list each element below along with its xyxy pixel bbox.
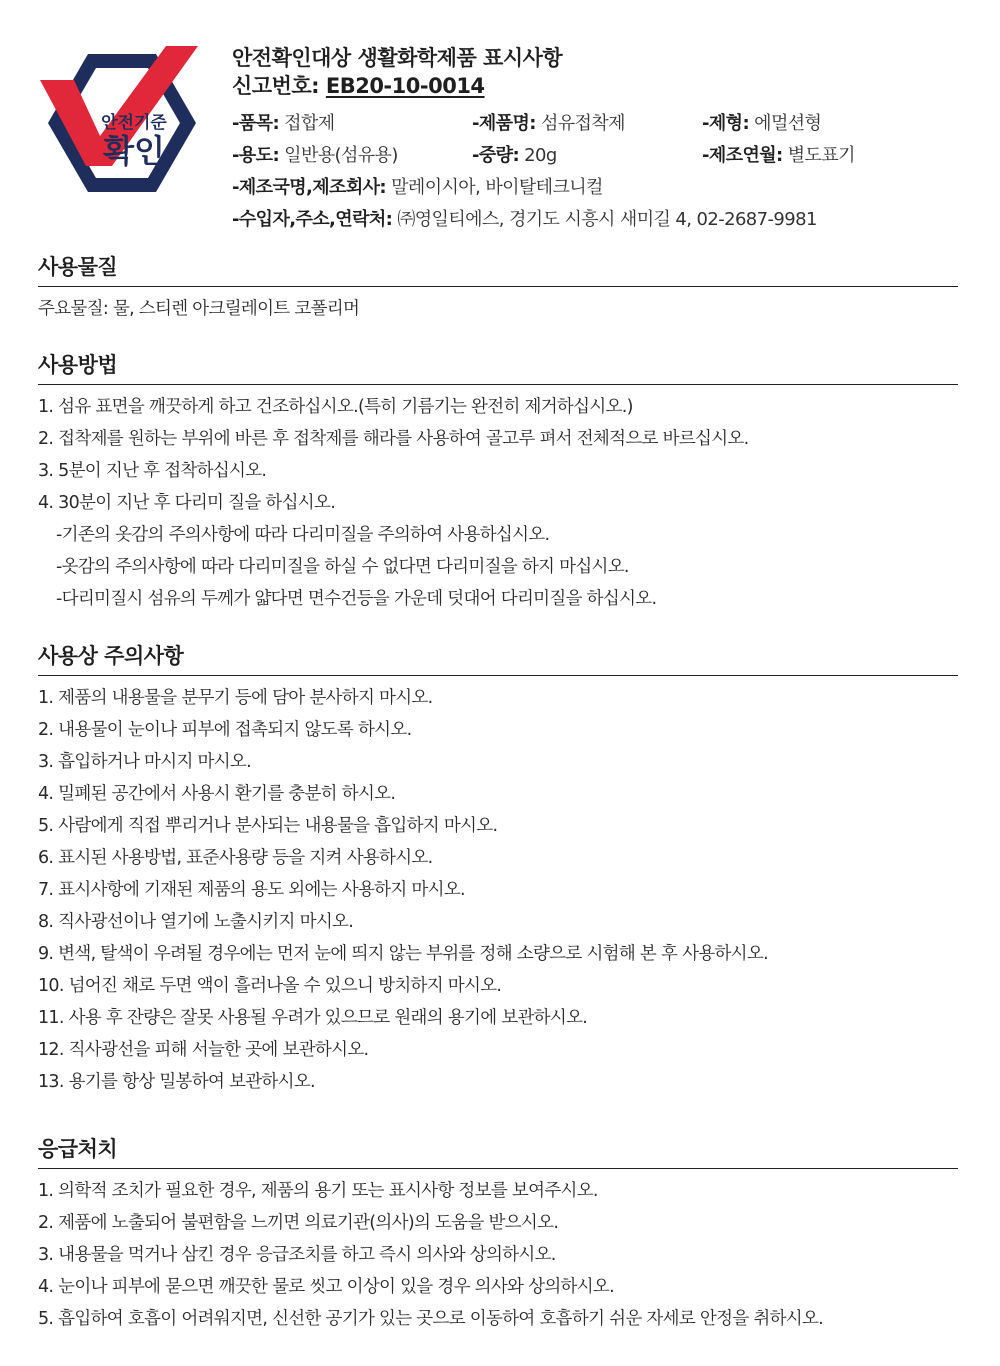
info-value: 섬유접착제 [535,113,625,134]
registration-number [232,72,972,100]
info-value: ㈜영일티에스, 경기도 시흥시 새미길 4, 02-2687-9981 [392,209,817,230]
list-item: 4. 눈이나 피부에 묻으면 깨끗한 물로 씻고 이상이 있을 경우 의사와 상의하시오. [38,1277,615,1297]
section-list [38,1175,958,1335]
list-subitem: -옷감의 주의사항에 따라 다리미질을 하실 수 없다면 다리미질을 하지 마십시오. [56,557,629,577]
section-title: 사용상 주의사항 [38,641,958,676]
section-title: 사용물질 [38,252,958,287]
list-item: 12. 직사광선을 피해 서늘한 곳에 보관하시오. [38,1040,369,1060]
info-value: 일반용(섬유용) [279,145,398,166]
product-header [232,44,972,234]
list-item: 1. 의학적 조치가 필요한 경우, 제품의 용기 또는 표시사항 정보를 보여주시오. [38,1181,598,1201]
section-list [38,391,958,615]
info-value: 별도표기 [782,145,855,166]
list-item: 3. 내용물을 먹거나 삼킨 경우 응급조치를 하고 즉시 의사와 상의하시오. [38,1245,556,1265]
header-title: 안전확인대상 생활화학제품 표시사항 [232,46,563,70]
info-label: -수입자,주소,연락처: [232,209,393,230]
info-label: -품목: [232,113,280,134]
list-item: 9. 변색, 탈색이 우려될 경우에는 먼저 눈에 띄지 않는 부위를 정해 소량으로 시험해 본 후 사용하시오. [38,944,768,964]
list-item: 4. 밀폐된 공간에서 사용시 환기를 충분히 하시오. [38,784,396,804]
list-item: 4. 30분이 지난 후 다리미 질을 하십시오. [38,493,336,513]
list-item: 13. 용기를 항상 밀봉하여 보관하시오. [38,1072,315,1092]
list-subitem: -기존의 옷감의 주의사항에 따라 다리미질을 주의하여 사용하십시오. [56,525,550,545]
logo-line2: 확인 [103,132,165,170]
info-label: -제조연월: [702,145,783,166]
section-list [38,682,958,1098]
info-row [232,202,972,234]
section-usage [38,350,958,615]
list-item: 5. 사람에게 직접 뿌리거나 분사되는 내용물을 흡입하지 마시오. [38,816,498,836]
info-value: 말레이시아, 바이탈테크니컬 [386,177,603,198]
section-title: 응급처치 [38,1134,958,1169]
list-item: 7. 표시사항에 기재된 제품의 용도 외에는 사용하지 마시오. [38,880,465,900]
list-item: 주요물질: 물, 스티렌 아크릴레이트 코폴리머 [38,299,360,319]
list-item: 1. 제품의 내용물을 분무기 등에 담아 분사하지 마시오. [38,688,433,708]
info-item-product-name [472,109,702,135]
info-item-manufacture-date [702,141,855,167]
list-item: 2. 내용물이 눈이나 피부에 접촉되지 않도록 하시오. [38,720,412,740]
safety-confirmed-logo [38,44,206,202]
list-item: 3. 5분이 지난 후 접착하십시오. [38,461,267,481]
info-value: 접합제 [279,113,335,134]
info-label: -제조국명,제조회사: [232,177,387,198]
info-label: -제형: [702,113,750,134]
section-first-aid [38,1134,958,1335]
info-item-use [232,141,472,167]
info-item-manufacturer [232,173,603,199]
info-row [232,170,972,202]
info-label: -용도: [232,145,280,166]
info-item-weight [472,141,702,167]
list-subitem: -다리미질시 섬유의 두께가 얇다면 면수건등을 가운데 덧대어 다리미질을 하십시오. [56,589,657,609]
section-list [38,293,958,325]
reg-label: 신고번호: [232,74,326,98]
info-value: 에멀션형 [749,113,822,134]
list-item: 3. 흡입하거나 마시지 마시오. [38,752,252,772]
list-item: 2. 제품에 노출되어 불편함을 느끼면 의료기관(의사)의 도움을 받으시오. [38,1213,559,1233]
reg-value: EB20-10-0014 [325,74,485,98]
list-item: 10. 넘어진 채로 두면 액이 흘러나올 수 있으니 방치하지 마시오. [38,976,502,996]
list-item: 11. 사용 후 잔량은 잘못 사용될 우려가 있으므로 원래의 용기에 보관하시오. [38,1008,588,1028]
info-item-form [702,109,821,135]
info-value: 20g [519,145,557,166]
product-info [232,106,972,234]
section-ingredients [38,252,958,325]
info-row [232,106,972,138]
logo-line1: 안전기준 [101,113,167,133]
list-item: 6. 표시된 사용방법, 표준사용량 등을 지켜 사용하시오. [38,848,433,868]
list-item: 1. 섬유 표면을 깨끗하게 하고 건조하십시오.(특히 기름기는 완전히 제거하십시오.) [38,397,633,417]
info-item-category [232,109,472,135]
list-item: 8. 직사광선이나 열기에 노출시키지 마시오. [38,912,354,932]
section-precautions [38,641,958,1098]
info-label: -중량: [472,145,520,166]
info-item-importer [232,205,817,231]
list-item: 5. 흡입하여 호흡이 어려워지면, 신선한 공기가 있는 곳으로 이동하여 호흡하기 쉬운 자세로 안정을 취하시오. [38,1309,824,1329]
section-title: 사용방법 [38,350,958,385]
info-row [232,138,972,170]
list-item: 2. 접착제를 원하는 부위에 바른 후 접착제를 해라를 사용하여 골고루 펴서 전체적으로 바르십시오. [38,429,749,449]
info-label: -제품명: [472,113,536,134]
